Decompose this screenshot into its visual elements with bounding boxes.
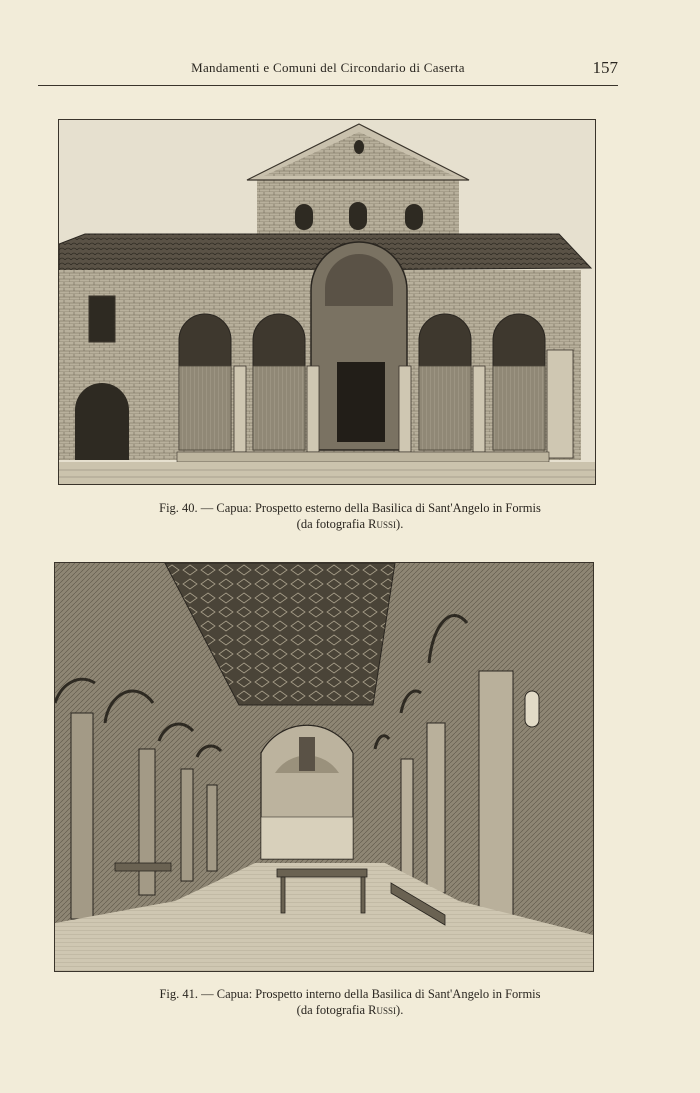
figure-41-caption <box>40 986 660 1018</box>
figure-40-caption <box>40 500 660 532</box>
caption-line: Fig. 41. — Capua: Prospetto interno della Basilica di Sant'Angelo in Formis <box>159 987 541 1001</box>
figure-interior-nave <box>54 562 594 972</box>
caption-line <box>40 1002 660 1018</box>
page-header <box>38 58 618 82</box>
exterior-facade-illustration <box>59 120 595 484</box>
caption-source-suffix: ). <box>396 1003 404 1017</box>
figure-exterior-facade <box>58 119 596 485</box>
caption-line <box>40 516 660 532</box>
running-title: Mandamenti e Comuni del Circondario di Caserta <box>191 60 465 75</box>
caption-source-prefix: (da fotografia <box>296 1003 369 1017</box>
photographer-name: Russi <box>368 517 397 531</box>
caption-source-suffix: ). <box>396 517 404 531</box>
page-number: 157 <box>592 58 618 77</box>
header-rule <box>38 85 618 86</box>
caption-source-prefix: (da fotografia <box>296 517 369 531</box>
photographer-name: Russi <box>368 1003 397 1017</box>
caption-line: Fig. 40. — Capua: Prospetto esterno della Basilica di Sant'Angelo in Formis <box>159 501 541 515</box>
interior-nave-illustration <box>55 563 593 971</box>
